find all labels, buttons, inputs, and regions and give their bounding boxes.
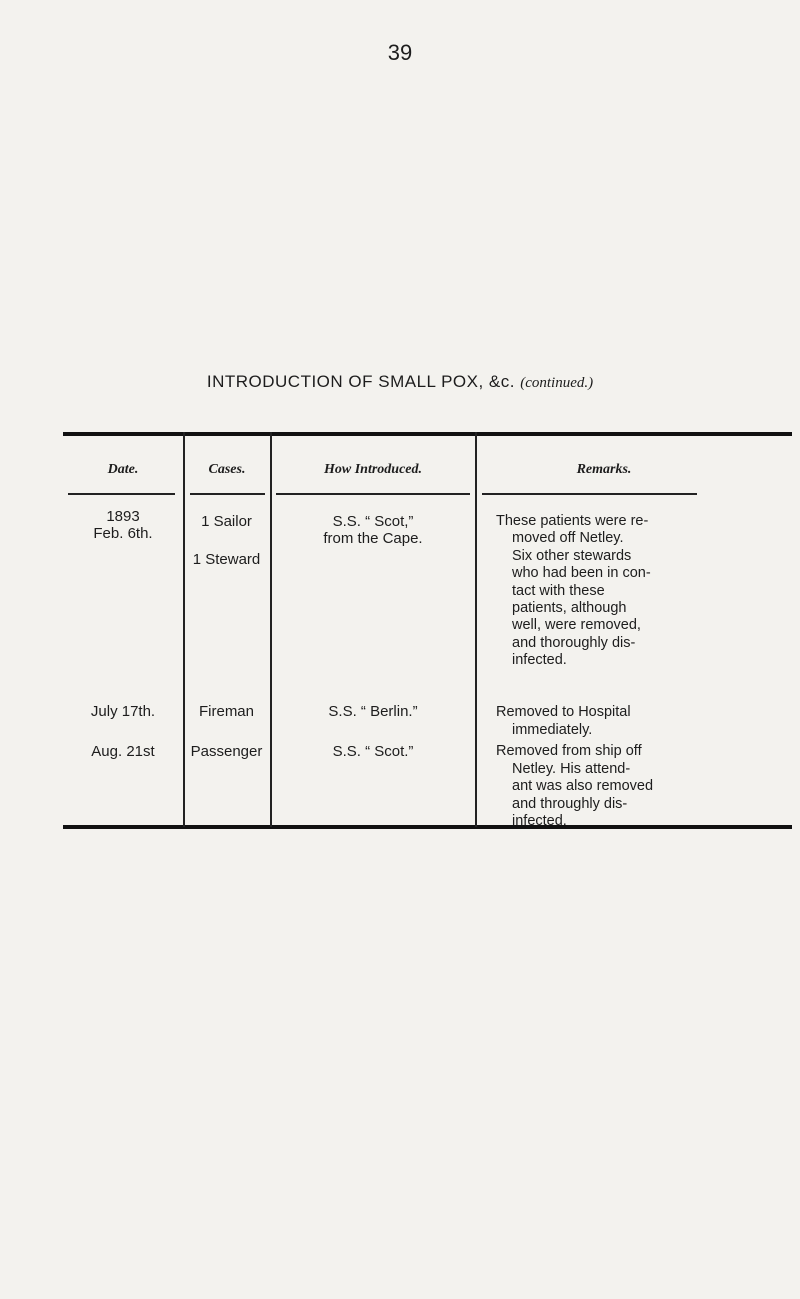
column-divider (475, 432, 477, 827)
page-title (0, 372, 800, 392)
header-date: Date. (107, 462, 139, 477)
table-row-1-how-introduced: S.S. “ Scot,” from the Cape. (323, 513, 423, 547)
table-row-2-cases: Fireman (198, 703, 254, 720)
header-rule (482, 493, 697, 495)
header-rule (276, 493, 470, 495)
header-remarks: Remarks. (576, 462, 632, 477)
table-row-1-remarks: These patients were re- moved off Netley. Six other stewards who had been in con- tact with these patients, although well, were removed, and thoroughly dis- infected. (496, 513, 651, 669)
table-row-3-how-introduced: S.S. “ Scot.” (332, 743, 414, 760)
page-number: 39 (387, 40, 413, 65)
header-rule (190, 493, 265, 495)
table-row-1-date: 1893 Feb. 6th. (93, 508, 153, 542)
table-row-2-remarks: Removed to Hospital immediately. (496, 704, 631, 738)
table-top-rule (63, 432, 792, 436)
header-cases: Cases. (208, 462, 246, 477)
header-rule (68, 493, 175, 495)
column-divider (270, 432, 272, 827)
title-main: INTRODUCTION OF SMALL POX, &c. (206, 372, 515, 391)
table-row-2-date: July 17th. (90, 703, 156, 720)
table-row-3-cases: Passenger (190, 743, 263, 760)
table-row-2-how-introduced: S.S. “ Berlin.” (328, 703, 418, 720)
table-row-3-remarks: Removed from ship off Netley. His attend- ant was also removed and throughly dis- infected. (496, 743, 654, 830)
title-continued: (continued.) (520, 375, 594, 391)
header-how-introduced: How Introduced. (323, 462, 422, 477)
table-row-3-date: Aug. 21st (91, 743, 155, 760)
column-divider (183, 432, 185, 827)
table-row-1-cases: 1 Sailor 1 Steward (192, 513, 261, 568)
